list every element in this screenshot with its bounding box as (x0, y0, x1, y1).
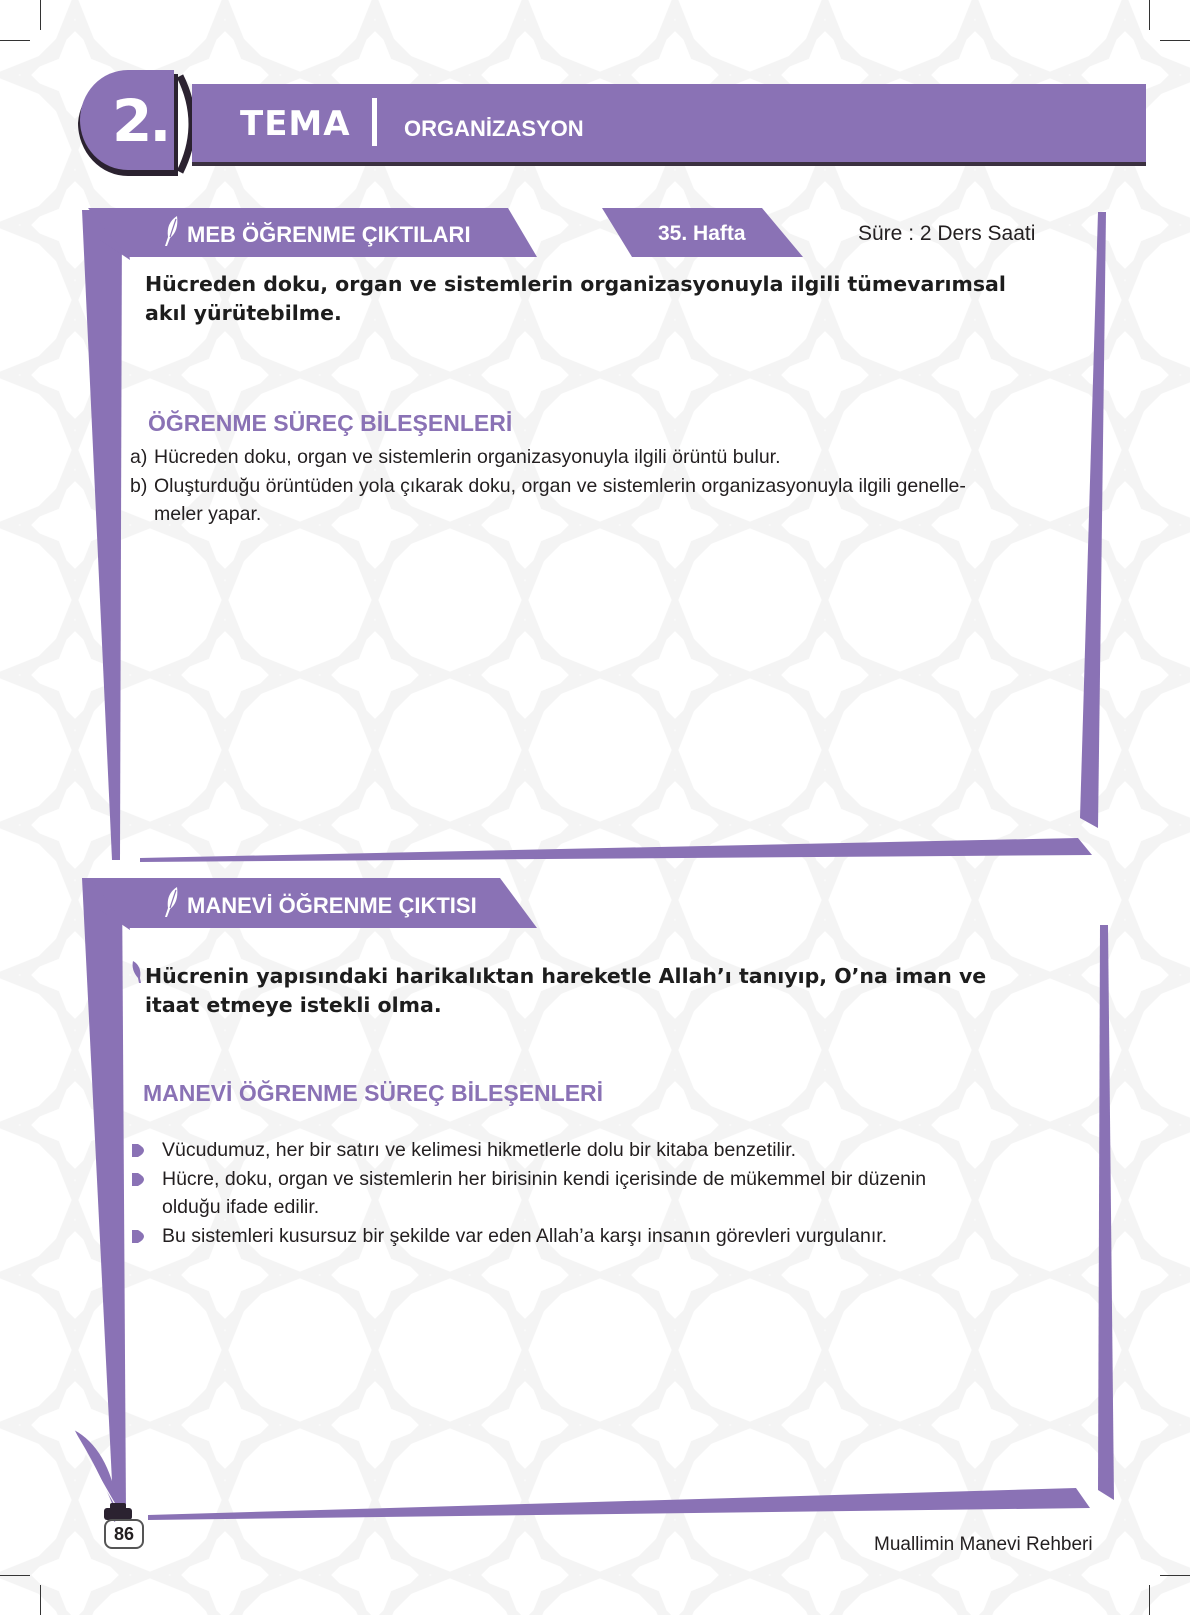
quill-inkwell-icon (68, 1428, 148, 1524)
section2-outcome (145, 962, 986, 1020)
section1-components-list (130, 443, 1090, 529)
quill-icon (162, 215, 182, 247)
theme-number: 2. (112, 87, 169, 155)
quill-icon (131, 960, 143, 984)
theme-label: TEMA (240, 104, 351, 144)
bullet-icon (132, 1173, 150, 1186)
section2-bullet-list (132, 1136, 1092, 1250)
list-item (132, 1165, 1092, 1222)
list-item-text: Vücudumuz, her bir satırı ve kelimesi hikmetlerle dolu bir kitaba benzetilir. (162, 1139, 797, 1161)
section1-components-title: ÖĞRENME SÜREÇ BİLEŞENLERİ (148, 410, 513, 436)
duration-label: Süre : 2 Ders Saati (858, 222, 1036, 245)
list-item-text: Bu sistemleri kusursuz bir şekilde var eden Allah’a karşı insanın görevleri vurgulanır. (162, 1224, 888, 1247)
book-title: Muallimin Manevi Rehberi (874, 1534, 1093, 1555)
list-item-text: olduğu ifade edilir. (162, 1196, 320, 1218)
section2-tab-label: MANEVİ ÖĞRENME ÇIKTISI (187, 893, 477, 918)
outcome-line: Hücreden doku, organ ve sistemlerin organizasyonuyla ilgili tümevarımsal (145, 272, 1006, 296)
week-label: 35. Hafta (658, 222, 746, 245)
list-item-text: Oluşturduğu örüntüden yola çıkarak doku, organ ve sistemlerin organizasyonuyla ilgili genelle- (154, 474, 966, 497)
list-item-text: meler yapar. (154, 503, 262, 525)
quill-icon (162, 886, 182, 918)
outcome-line: akıl yürütebilme. (145, 301, 342, 325)
section1-tab-label: MEB ÖĞRENME ÇIKTILARI (187, 222, 471, 247)
list-item (130, 443, 1090, 472)
section1-outcome (145, 270, 1006, 328)
list-item (132, 1222, 1092, 1251)
theme-name: ORGANİZASYON (404, 116, 584, 141)
page-number: 86 (104, 1519, 144, 1549)
list-item (132, 1136, 1092, 1165)
list-marker: a) (130, 446, 148, 468)
outcome-line: itaat etmeye istekli olma. (145, 993, 442, 1017)
list-marker: b) (130, 474, 148, 497)
outcome-line: Hücrenin yapısındaki harikalıktan hareketle Allah’ı tanıyıp, O’na iman ve (145, 964, 987, 988)
bullet-icon (132, 1144, 150, 1157)
list-item-text: Hücre, doku, organ ve sistemlerin her birisinin kendi içerisinde de mükemmel bir düzenin (162, 1167, 927, 1190)
bullet-icon (132, 1230, 150, 1243)
list-item (130, 472, 1090, 529)
list-item-text: Hücreden doku, organ ve sistemlerin organizasyonuyla ilgili örüntü bulur. (154, 446, 781, 468)
section2-components-title: MANEVİ ÖĞRENME SÜREÇ BİLEŞENLERİ (143, 1080, 604, 1106)
